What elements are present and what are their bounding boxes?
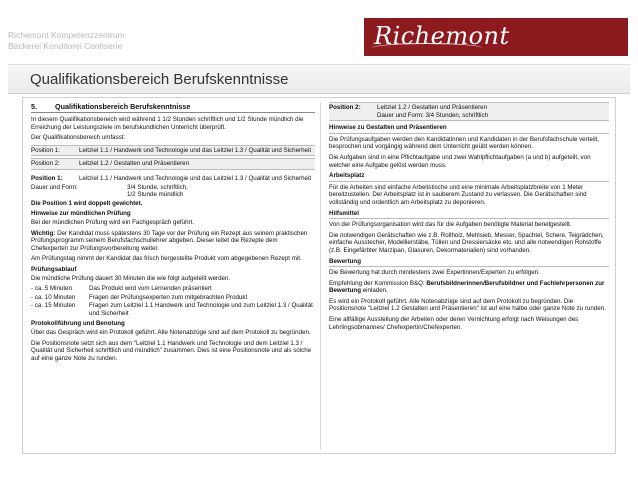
ablauf-row-2 [31, 294, 315, 302]
ablauf-row-3-text: Fragen zum Leitziel 1.1 Handwerk und Technologie und zum Leitziel 1.3 / Qualität und Sicherheit [89, 302, 313, 317]
dauer-value-1: 3/4 Stunde, schriftlich, [127, 183, 188, 191]
arbeitsplatz-heading: Arbeitsplatz [329, 172, 609, 182]
dauer-value [127, 184, 315, 199]
protokoll-text: Über das Gespräch wird ein Protokoll geführt. Alle Notenabzüge sind auf dem Protokoll zu begründen. [31, 329, 311, 337]
ablauf-heading: Prüfungsablauf [31, 265, 77, 273]
ablauf-text: Die mündliche Prüfung dauert 30 Minuten die wie folgt aufgeteilt werden. [31, 274, 231, 282]
gestalten-heading: Hinweise zu Gestalten und Präsentieren [329, 124, 609, 134]
column-divider [320, 102, 321, 450]
ablauf-row-1 [31, 285, 315, 293]
page-title: Qualifikationsbereich Berufskenntnisse [30, 71, 289, 88]
wichtig-paragraph [31, 230, 315, 253]
ablauf-row-2-time: - ca. 10 Minuten [31, 293, 76, 301]
positionsnote-text: Die Positionsnote setzt sich aus dem "Leitziel 1.1 Handwerk und Technologie und dem Leitziel 1.3 / Qualität und Sicherheit schriftlich und mündlich" zusammen. Dies ist eine Positionsnote und als solche auf eine ganze Note zu runden. [31, 339, 312, 362]
title-bar [8, 64, 630, 94]
dauer-value-2: 1/2 Stunde mündlich [127, 191, 184, 199]
am-tag-text: Am Prüfungstag nimmt der Kandidat das frisch hergestellte Produkt vom abgegebenen Rezept mit. [31, 255, 302, 263]
right-position-2-label: Position 2: [329, 104, 361, 111]
hilfsmittel-text-1: Von der Prüfungsorganisation wird das für die Aufgaben benötigte Material bereitgestellt. [329, 221, 572, 229]
ablauf-row-1-text: Das Produkt wird vom Lernenden präsentiert [89, 285, 212, 293]
position-1b-label: Position 1: [31, 174, 63, 182]
right-protokoll-text: Es wird ein Protokoll geführt. Alle Notenabzüge sind auf dem Protokoll zu begründen. Die Positionsnote "Leitziel 1.2 Gestalten und Präsentieren" ist auf eine halbe oder ganze Note zu runden. [329, 297, 606, 313]
left-column [31, 102, 315, 365]
bewertung-text: Die Bewertung hat durch mindestens zwei Expertinnen/Experten zu erfolgen. [329, 269, 540, 277]
empfehlung-paragraph [329, 280, 609, 295]
position-1b-value: Leitziel 1.1 / Handwerk und Technologie und das Leitziel 1.3 / Qualität und Sicherheit [79, 174, 312, 182]
organization-name [8, 30, 125, 52]
position-1-label: Position 1: [31, 146, 60, 154]
intro-paragraph: In diesem Qualifikationsbereich wird während 1 1/2 Stunden schriftlich und 1/2 Stunde mündlich die Erreichung der Leistungsziele im berufskundlichen Unterricht überprüft. [31, 116, 304, 131]
org-line-2: Bäckerei Konditorei Confiserie [8, 41, 123, 51]
arbeitsplatz-text: Für die Arbeiten sind einfache Arbeitstische und eine minimale Arbeitsplatzbreite von 1 Meter bereitzustellen. Der Arbeitsplatz ist in sauberem Zustand zu verlassen. Die Gerätschaften sind vollständig und ordentlich am Arbeitsplatz zu deponieren. [329, 183, 587, 206]
ablauf-row-3-time: - ca. 15 Minuten [31, 302, 76, 310]
section-heading [31, 102, 315, 113]
double-weight-note: Die Position 1 wird doppelt gewichtet. [31, 199, 143, 207]
ablauf-row-3 [31, 302, 315, 317]
position-1-value: Leitziel 1.1 / Handwerk und Technologie und das Leitziel 1.3 / Qualität und Sicherheit [79, 146, 312, 154]
hilfsmittel-text-2: Die notwendigen Gerätschaften wie z.B. Rollholz, Mehlsieb, Messer, Spachtel, Schere, Teigrädchen, einfache Ausstecher, Modellierstäbe, Tüllen und Dressiersäcke etc. und alle notwendigen Rohstoffe (z.B. Eingefärbter Marzipan, Glasuren, Dekormaterialien) sind vorhanden. [329, 231, 604, 254]
right-position-2-value [377, 104, 609, 119]
hilfsmittel-heading: Hilfsmittel [329, 210, 609, 220]
gestalten-text-2: Die Aufgaben sind in eine Pflichtaufgabe und zwei Wahlpflichtaufgaben (a und b) aufgeteilt, von welcher eine Aufgabe gelöst werden muss. [329, 153, 591, 169]
ausstellung-text: Eine allfällige Ausstellung der Arbeiten oder deren Vernichtung erfolgt nach Weisungen des Lehrlingsobmannes/ Chefexpertin/Chefexperten. [329, 316, 579, 331]
hinweise-heading: Hinweise zur mündlichen Prüfung [31, 210, 131, 218]
richemont-logo [364, 18, 628, 56]
position-1b-row [31, 175, 315, 183]
right-position-2-value-2: Dauer und Form: 3/4 Stunden, schriftlich [377, 111, 489, 119]
wichtig-label: Wichtig: [31, 229, 56, 237]
empfehlung-end: einladen. [362, 287, 388, 295]
logo-text: Richemont [374, 22, 510, 50]
protokoll-heading: Protokollführung und Benotung [31, 320, 125, 328]
ablauf-row-2-text: Fragen der Prüfungsexperten zum mitgebrachten Produkt [89, 293, 248, 301]
umfasst-text: Der Qualifikationsbereich umfasst: [31, 134, 126, 142]
gestalten-text-1: Die Prüfungsaufgaben werden den Kandidatinnen und Kandidaten in der Berufsfachschule verteilt, besprochen und vorgängig während dem Unterricht geübt werden können. [329, 135, 600, 151]
org-line-1: Richemont Kompetenzzentrum [8, 30, 125, 40]
right-position-2-row [329, 102, 609, 121]
dauer-label: Dauer und Form: [31, 183, 78, 191]
right-position-2-value-1: Leitziel 1.2 / Gestalten und Präsentieren [377, 104, 488, 111]
position-2-row [31, 158, 315, 170]
right-column [329, 102, 609, 334]
position-2-label: Position 2: [31, 160, 60, 168]
logo-swoosh-icon [372, 43, 482, 53]
document-scan [22, 97, 616, 454]
bewertung-heading: Bewertung [329, 258, 609, 268]
empfehlung-bold: Berufsbildnerinnen/Berufsbildner und Fachlehrpersonen zur Bewertung [329, 279, 605, 295]
section-title: Qualifikationsbereich Berufskenntnisse [55, 102, 191, 111]
position-1-row [31, 145, 315, 157]
section-number: 5. [31, 102, 37, 111]
position-2-value: Leitziel 1.2 / Gestalten und Präsentieren [79, 160, 190, 168]
ablauf-row-1-time: - ca. 5 Minuten [31, 285, 72, 293]
dauer-row [31, 184, 315, 199]
hinweise-text: Bei der mündlichen Prüfung wird ein Fachgespräch geführt. [31, 218, 195, 226]
wichtig-text: Der Kandidat muss spätestens 30 Tage vor der Prüfung ein Rezept aus seinem praktischen Prüfungsprogramm seinem Berufsfachschullehrer abgeben. Dieser leitet die Rezepte dem Chefexperten zur Prüfungsvorbereitung weiter. [31, 229, 308, 252]
empfehlung-plain: Empfehlung der Kommission B&Q: [329, 279, 425, 287]
